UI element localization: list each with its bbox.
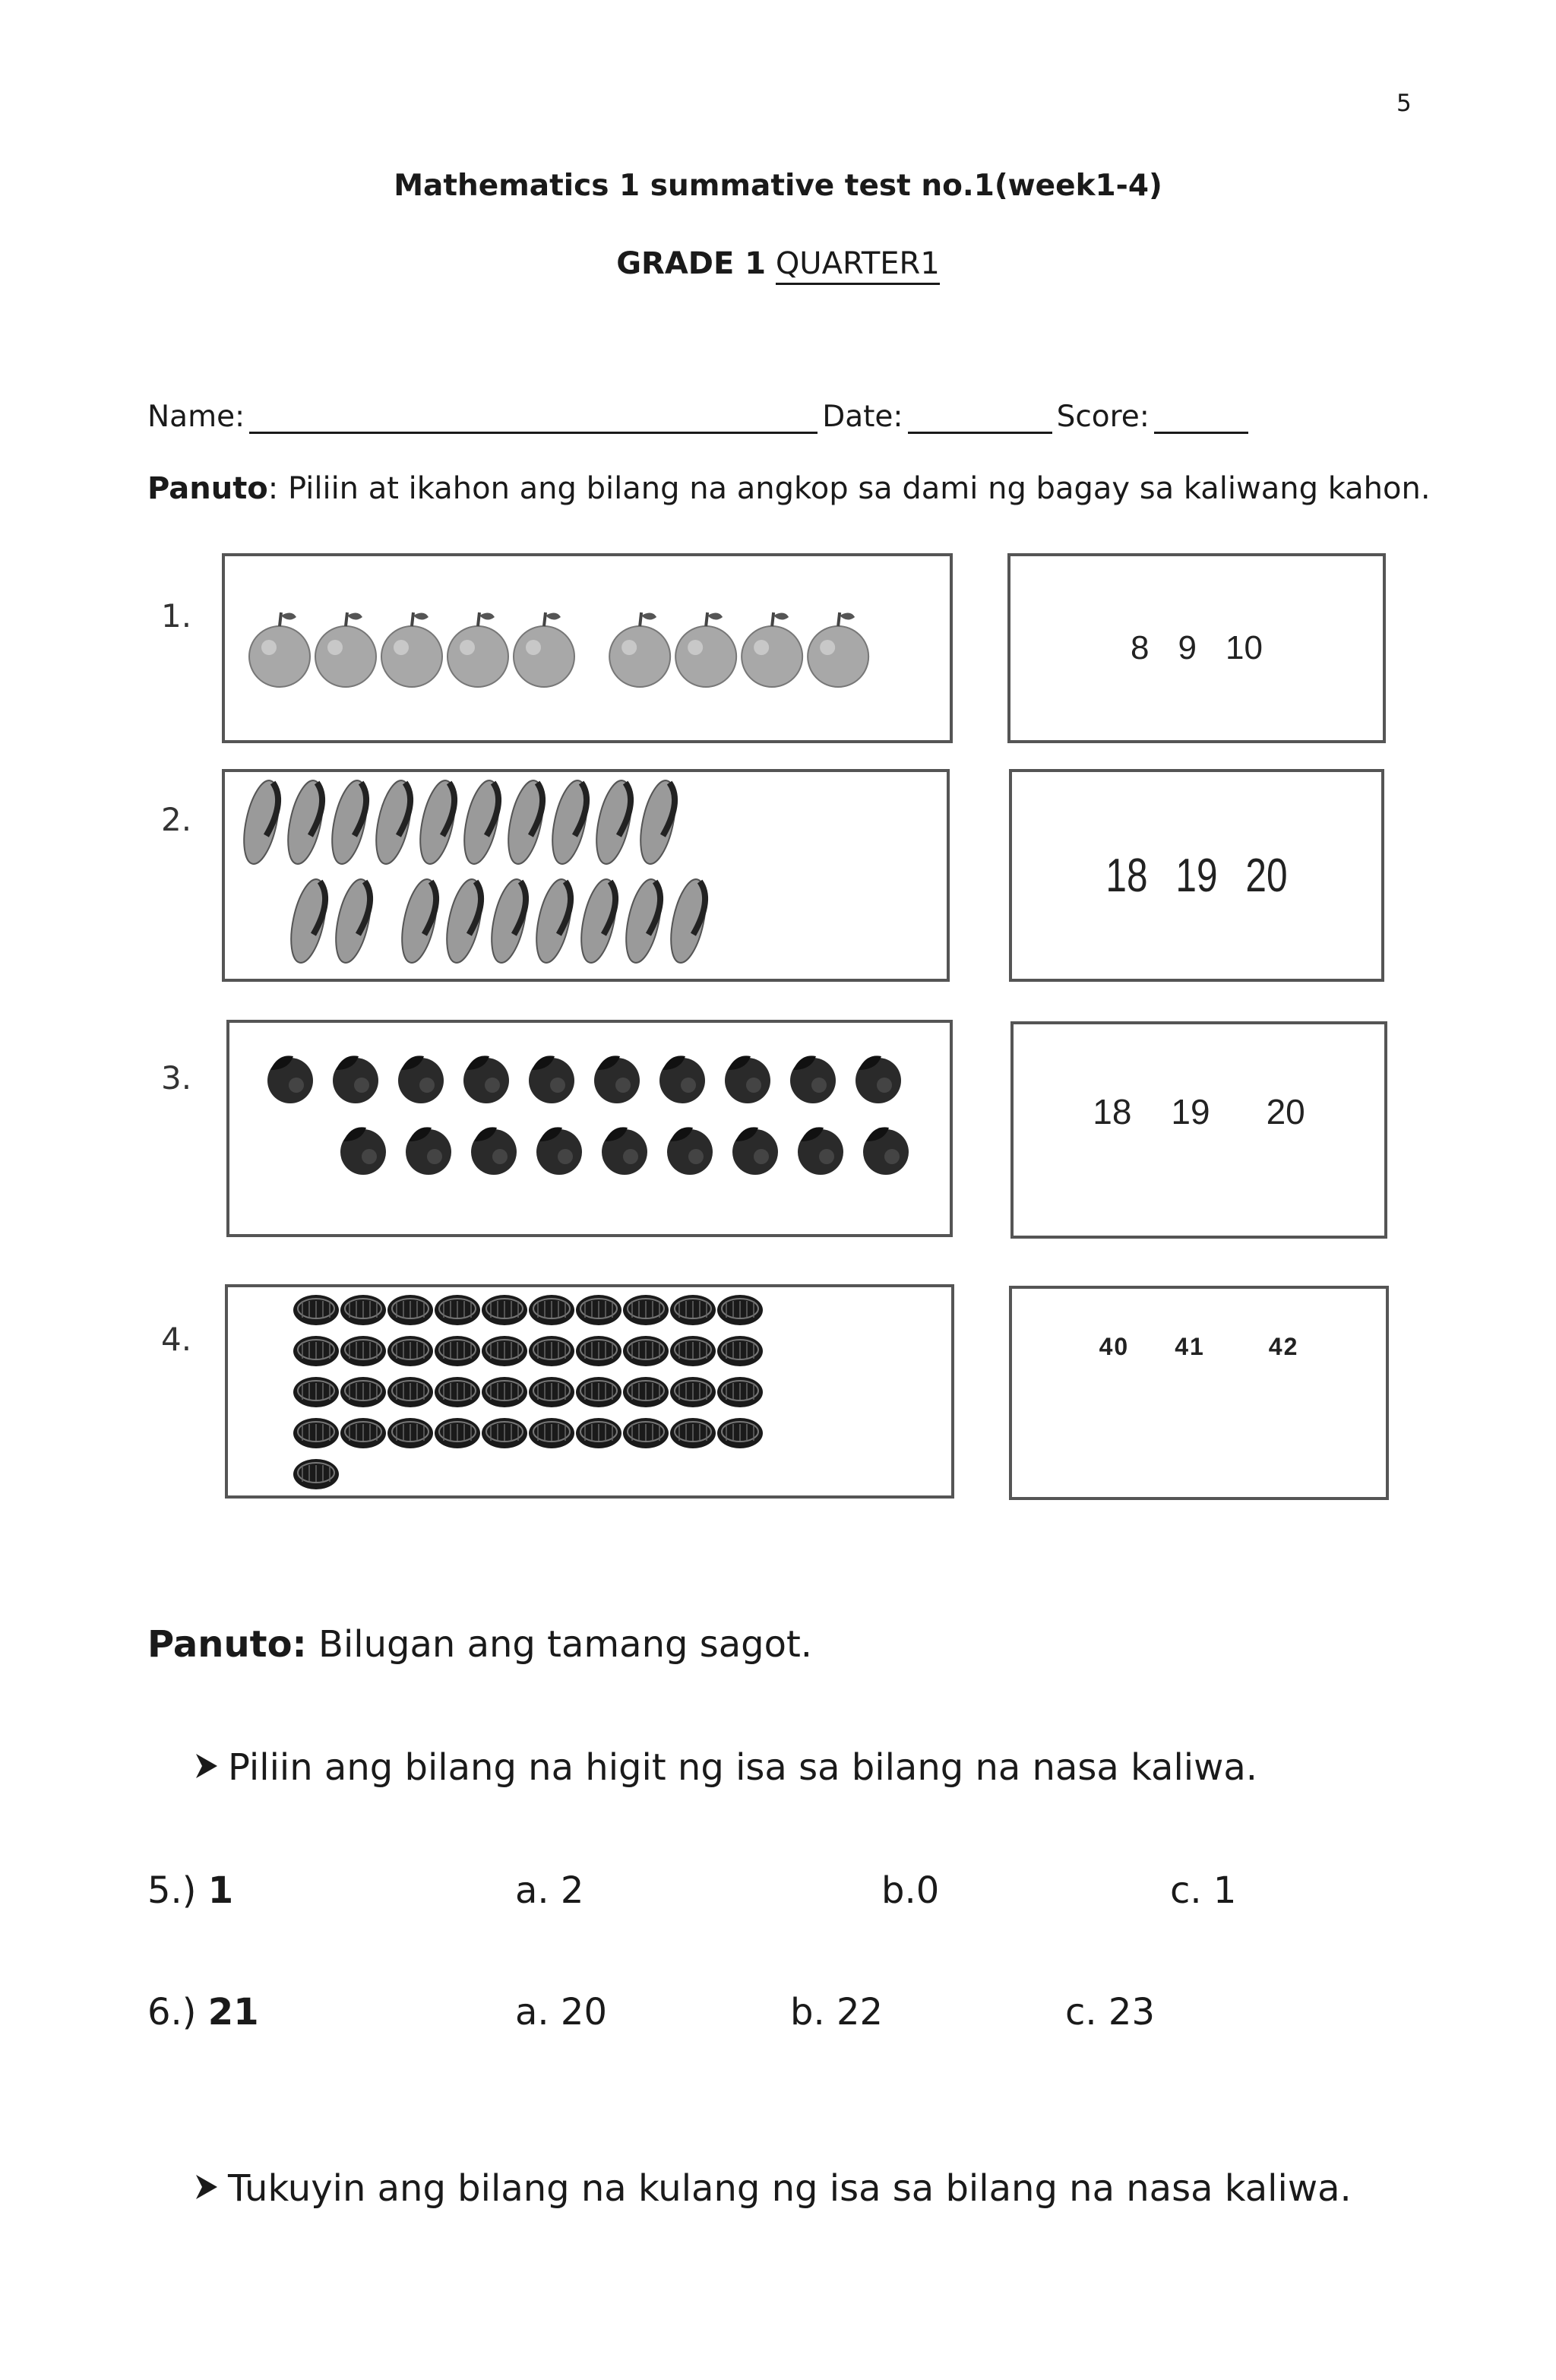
choice-box-2 xyxy=(1009,769,1384,982)
item-number-2: 2. xyxy=(161,801,192,838)
q5-option-c[interactable]: c. 1 xyxy=(1170,1869,1237,1912)
watermelon-icon xyxy=(670,1377,716,1407)
fruit-icon xyxy=(463,1055,509,1103)
choice-1b[interactable]: 9 xyxy=(1178,629,1197,666)
watermelon-icon xyxy=(529,1295,574,1325)
q6-num: 6.) xyxy=(147,1991,197,2033)
mango-icon xyxy=(634,777,682,867)
question-5-number xyxy=(147,1869,233,1912)
watermelon-icon xyxy=(387,1418,433,1448)
watermelon-icon xyxy=(529,1377,574,1407)
watermelon-icon xyxy=(293,1295,339,1325)
watermelon-icon xyxy=(482,1295,527,1325)
watermelon-group xyxy=(228,1287,951,1495)
date-label: Date: xyxy=(822,400,903,434)
instruction-2-label: Panuto: xyxy=(147,1623,307,1666)
page-title: Mathematics 1 summative test no.1(week1-4) xyxy=(394,169,1162,203)
fruit-icon xyxy=(267,1055,313,1103)
choice-4c[interactable]: 42 xyxy=(1268,1332,1299,1360)
q6-option-c[interactable]: c. 23 xyxy=(1065,1991,1155,2033)
watermelon-icon xyxy=(576,1377,621,1407)
apple-icon xyxy=(808,612,868,687)
object-box-1 xyxy=(222,553,953,743)
watermelon-icon xyxy=(435,1418,480,1448)
instruction-1-text: : Piliin at ikahon ang bilang na angkop sa dami ng bagay sa kaliwang kahon. xyxy=(267,471,1431,506)
watermelon-icon xyxy=(340,1336,386,1366)
fruit-icon xyxy=(667,1127,713,1175)
page-number: 5 xyxy=(1396,90,1412,117)
choice-box-4 xyxy=(1009,1286,1389,1500)
fruit-icon xyxy=(659,1055,705,1103)
fruit-icon xyxy=(790,1055,836,1103)
item-number-1: 1. xyxy=(161,597,192,635)
watermelon-icon xyxy=(623,1418,669,1448)
watermelon-icon xyxy=(717,1377,763,1407)
grade-quarter xyxy=(0,246,1556,281)
date-field[interactable] xyxy=(908,403,1052,434)
mango-icon xyxy=(590,777,637,867)
fruit-icon xyxy=(529,1055,574,1103)
watermelon-icon xyxy=(387,1295,433,1325)
mango-group xyxy=(225,772,947,979)
apple-icon xyxy=(675,612,736,687)
watermelon-icon xyxy=(340,1377,386,1407)
q6-value: 21 xyxy=(207,1991,259,2033)
object-box-4 xyxy=(225,1284,954,1499)
watermelon-icon xyxy=(435,1336,480,1366)
mango-icon xyxy=(485,876,533,966)
score-label: Score: xyxy=(1056,400,1150,434)
watermelon-icon xyxy=(293,1377,339,1407)
fruit-icon xyxy=(732,1127,778,1175)
watermelon-icon xyxy=(293,1336,339,1366)
q6-option-a[interactable]: a. 20 xyxy=(515,1991,608,2033)
fruit-icon xyxy=(798,1127,843,1175)
choice-2c[interactable]: 20 xyxy=(1245,849,1288,902)
instruction-2 xyxy=(147,1623,812,1666)
instruction-more-bullet xyxy=(194,1746,1257,1789)
choice-3b[interactable]: 19 xyxy=(1171,1092,1210,1131)
apple-icon xyxy=(609,612,670,687)
watermelon-icon xyxy=(670,1295,716,1325)
instruction-1 xyxy=(147,471,1431,506)
fruit-icon xyxy=(863,1127,909,1175)
score-field[interactable] xyxy=(1154,403,1248,434)
object-box-3 xyxy=(226,1020,953,1237)
choice-3a[interactable]: 18 xyxy=(1093,1092,1132,1131)
grade-label: GRADE 1 xyxy=(616,246,767,281)
dark-fruit-group xyxy=(229,1023,950,1234)
fruit-icon xyxy=(536,1127,582,1175)
instruction-2-text: Bilugan ang tamang sagot. xyxy=(306,1623,813,1666)
mango-icon xyxy=(396,876,443,966)
mango-icon xyxy=(441,876,488,966)
watermelon-icon xyxy=(293,1459,339,1489)
q5-option-a[interactable]: a. 2 xyxy=(515,1869,584,1912)
apple-icon xyxy=(315,612,376,687)
choice-box-3 xyxy=(1010,1021,1387,1239)
watermelon-icon xyxy=(623,1377,669,1407)
mango-icon xyxy=(665,876,712,966)
watermelon-icon xyxy=(576,1336,621,1366)
fruit-icon xyxy=(406,1127,451,1175)
watermelon-icon xyxy=(340,1418,386,1448)
arrow-bullet-icon xyxy=(194,2167,228,2210)
watermelon-icon xyxy=(576,1418,621,1448)
q5-value: 1 xyxy=(207,1869,234,1912)
name-field[interactable] xyxy=(249,403,818,434)
choice-2b[interactable]: 19 xyxy=(1175,849,1218,902)
fruit-icon xyxy=(594,1055,640,1103)
mango-icon xyxy=(458,777,505,867)
watermelon-icon xyxy=(340,1295,386,1325)
watermelon-icon xyxy=(482,1418,527,1448)
watermelon-icon xyxy=(717,1336,763,1366)
apple-icon xyxy=(249,612,310,687)
instruction-less-text: Tukuyin ang bilang na kulang ng isa sa bilang na nasa kaliwa. xyxy=(228,2167,1352,2210)
watermelon-icon xyxy=(482,1336,527,1366)
mango-icon xyxy=(326,777,373,867)
fruit-icon xyxy=(471,1127,517,1175)
watermelon-icon xyxy=(623,1295,669,1325)
mango-icon xyxy=(546,777,593,867)
fruit-icon xyxy=(398,1055,444,1103)
choice-1c[interactable]: 10 xyxy=(1226,629,1263,666)
watermelon-icon xyxy=(529,1418,574,1448)
name-label: Name: xyxy=(147,400,245,434)
question-6-number xyxy=(147,1991,259,2033)
apple-icon xyxy=(381,612,442,687)
watermelon-icon xyxy=(670,1336,716,1366)
mango-icon xyxy=(620,876,667,966)
mango-icon xyxy=(282,777,329,867)
instruction-more-text: Piliin ang bilang na higit ng isa sa bilang na nasa kaliwa. xyxy=(228,1746,1258,1789)
mango-icon xyxy=(238,777,285,867)
object-box-2 xyxy=(222,769,950,982)
item-number-4: 4. xyxy=(161,1321,192,1358)
fruit-icon xyxy=(333,1055,378,1103)
apple-icon xyxy=(448,612,508,687)
choice-3c[interactable]: 20 xyxy=(1266,1092,1305,1131)
mango-icon xyxy=(285,876,332,966)
apple-icon xyxy=(514,612,574,687)
choice-box-1 xyxy=(1007,553,1386,743)
q6-option-b[interactable]: b. 22 xyxy=(790,1991,884,2033)
watermelon-icon xyxy=(717,1418,763,1448)
watermelon-icon xyxy=(435,1295,480,1325)
watermelon-icon xyxy=(670,1418,716,1448)
watermelon-icon xyxy=(293,1418,339,1448)
choice-4b[interactable]: 41 xyxy=(1175,1332,1205,1360)
apple-group xyxy=(225,556,950,740)
mango-icon xyxy=(530,876,577,966)
apple-icon xyxy=(742,612,802,687)
choice-2a[interactable]: 18 xyxy=(1105,849,1148,902)
watermelon-icon xyxy=(482,1377,527,1407)
arrow-bullet-icon xyxy=(194,1746,228,1789)
choice-1a[interactable]: 8 xyxy=(1131,629,1150,666)
mango-icon xyxy=(330,876,377,966)
watermelon-icon xyxy=(435,1377,480,1407)
watermelon-icon xyxy=(623,1336,669,1366)
item-number-3: 3. xyxy=(161,1059,192,1097)
mango-icon xyxy=(575,876,622,966)
watermelon-icon xyxy=(529,1336,574,1366)
q5-num: 5.) xyxy=(147,1869,197,1912)
mango-icon xyxy=(502,777,549,867)
fruit-icon xyxy=(340,1127,386,1175)
watermelon-icon xyxy=(387,1336,433,1366)
fruit-icon xyxy=(602,1127,647,1175)
mango-icon xyxy=(414,777,461,867)
student-info-line xyxy=(147,400,1253,434)
fruit-icon xyxy=(855,1055,901,1103)
instruction-1-label: Panuto xyxy=(147,471,268,506)
quarter-label: QUARTER1 xyxy=(776,246,940,285)
watermelon-icon xyxy=(717,1295,763,1325)
fruit-icon xyxy=(725,1055,770,1103)
mango-icon xyxy=(370,777,417,867)
watermelon-icon xyxy=(576,1295,621,1325)
instruction-less-bullet xyxy=(194,2167,1352,2210)
watermelon-icon xyxy=(387,1377,433,1407)
q5-option-b[interactable]: b.0 xyxy=(881,1869,940,1912)
choice-4a[interactable]: 40 xyxy=(1099,1332,1130,1360)
